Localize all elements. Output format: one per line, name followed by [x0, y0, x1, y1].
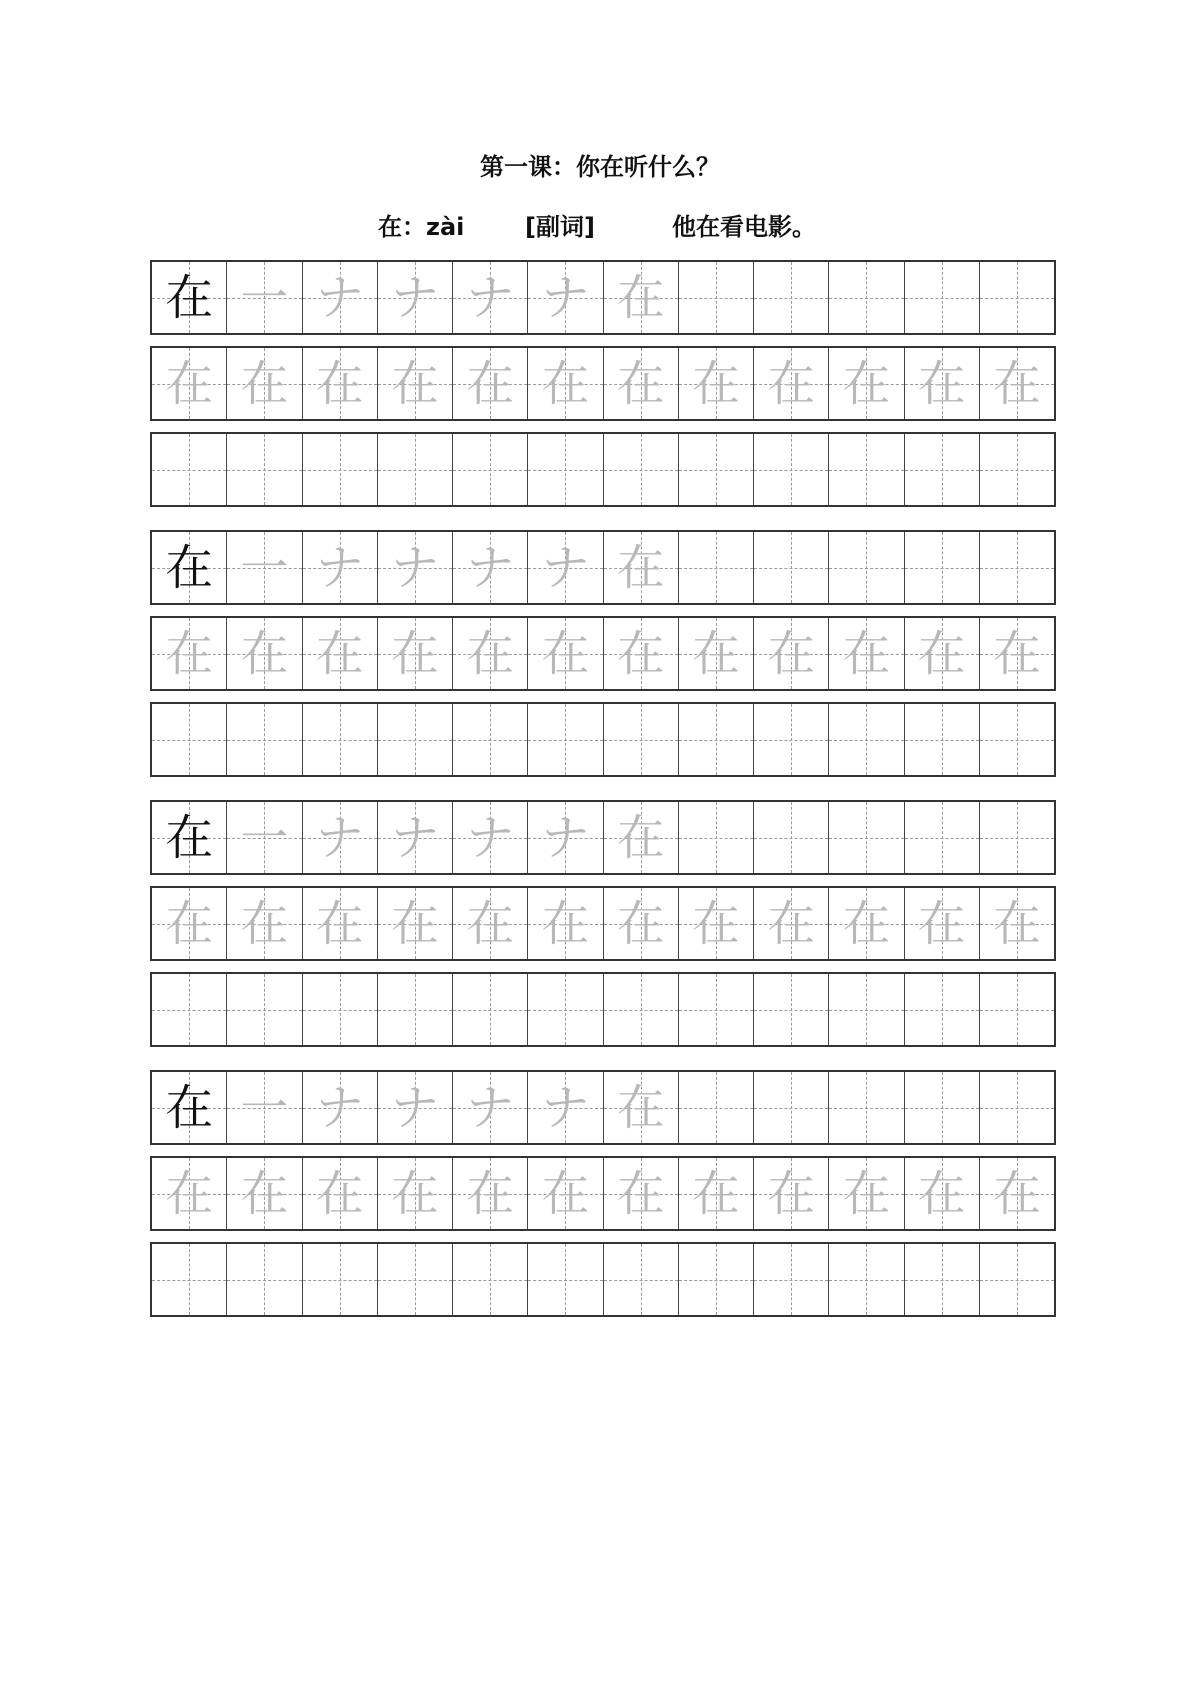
grid-cell[interactable] [227, 262, 302, 333]
trace-character: 在 [165, 1165, 214, 1222]
grid-cell[interactable] [604, 532, 679, 603]
grid-cell[interactable] [905, 262, 980, 333]
blank-practice-row [150, 432, 1056, 507]
blank-practice-row [150, 1242, 1056, 1317]
trace-character: 在 [165, 625, 214, 682]
blank-practice-row [150, 702, 1056, 777]
grid-cell[interactable] [754, 888, 829, 959]
trace-character: 在 [390, 1165, 439, 1222]
trace-character: 在 [466, 355, 515, 412]
trace-character: 在 [842, 625, 891, 682]
grid-cell[interactable] [679, 1244, 754, 1315]
grid-cell[interactable] [905, 1244, 980, 1315]
grid-cell[interactable] [378, 532, 453, 603]
grid-cell[interactable] [905, 618, 980, 689]
grid-cell[interactable] [905, 1158, 980, 1229]
grid-cell[interactable] [980, 434, 1054, 505]
grid-cell[interactable] [679, 1158, 754, 1229]
stroke-step: ナ [466, 539, 515, 596]
grid-cell[interactable] [604, 888, 679, 959]
grid-cell[interactable] [152, 974, 227, 1045]
trace-character: 在 [767, 895, 816, 952]
grid-cell[interactable] [378, 888, 453, 959]
grid-cell[interactable] [679, 348, 754, 419]
grid-cell[interactable] [453, 348, 528, 419]
grid-cell[interactable] [303, 618, 378, 689]
trace-character: 在 [466, 625, 515, 682]
trace-character: 在 [541, 895, 590, 952]
grid-cell[interactable] [754, 434, 829, 505]
grid-cell[interactable] [303, 262, 378, 333]
grid-cell[interactable] [604, 348, 679, 419]
grid-cell[interactable] [528, 262, 603, 333]
grid-cell[interactable] [227, 1158, 302, 1229]
grid-cell[interactable] [378, 262, 453, 333]
trace-character: 在 [240, 355, 289, 412]
grid-cell[interactable] [679, 888, 754, 959]
grid-cell[interactable] [453, 262, 528, 333]
trace-character: 在 [691, 1165, 740, 1222]
trace-character: 在 [390, 355, 439, 412]
grid-cell[interactable] [227, 704, 302, 775]
model-character: 在 [165, 269, 214, 326]
grid-cell[interactable] [453, 618, 528, 689]
grid-cell[interactable] [980, 532, 1054, 603]
grid-cell[interactable] [905, 888, 980, 959]
trace-character: 在 [616, 1165, 665, 1222]
trace-character: 在 [691, 625, 740, 682]
grid-cell[interactable] [604, 434, 679, 505]
practice-block-4 [150, 1070, 1056, 1328]
grid-cell[interactable] [604, 802, 679, 873]
grid-cell[interactable] [528, 1158, 603, 1229]
grid-cell[interactable] [453, 974, 528, 1045]
grid-cell[interactable] [528, 802, 603, 873]
grid-cell[interactable] [528, 618, 603, 689]
practice-block-3 [150, 800, 1056, 1058]
model-character: 在 [165, 809, 214, 866]
trace-character: 在 [992, 355, 1041, 412]
grid-cell[interactable] [604, 1244, 679, 1315]
trace-character: 在 [466, 895, 515, 952]
grid-cell[interactable] [980, 704, 1054, 775]
grid-cell[interactable] [453, 802, 528, 873]
grid-cell[interactable] [528, 974, 603, 1045]
stroke-step: 在 [616, 269, 665, 326]
grid-cell[interactable] [679, 704, 754, 775]
grid-cell[interactable] [829, 262, 904, 333]
trace-character: 在 [165, 355, 214, 412]
trace-character: 在 [240, 895, 289, 952]
grid-cell[interactable] [528, 532, 603, 603]
grid-cell[interactable] [378, 704, 453, 775]
grid-cell[interactable] [227, 532, 302, 603]
grid-cell[interactable] [604, 262, 679, 333]
grid-cell[interactable] [152, 1244, 227, 1315]
stroke-step: 一 [240, 269, 289, 326]
stroke-step: ナ [466, 809, 515, 866]
word-pinyin: 在：zài [378, 213, 465, 241]
stroke-step: ナ [315, 269, 364, 326]
grid-cell[interactable] [453, 434, 528, 505]
grid-cell[interactable] [754, 974, 829, 1045]
grid-cell[interactable] [604, 1158, 679, 1229]
trace-character: 在 [315, 625, 364, 682]
trace-row [150, 616, 1056, 691]
grid-cell[interactable] [829, 434, 904, 505]
stroke-order-row [150, 1070, 1056, 1145]
grid-cell[interactable] [528, 348, 603, 419]
stroke-step: 在 [616, 809, 665, 866]
grid-cell[interactable] [378, 434, 453, 505]
stroke-step: ナ [390, 539, 439, 596]
grid-cell[interactable] [679, 532, 754, 603]
grid-cell[interactable] [754, 1072, 829, 1143]
grid-cell[interactable] [453, 704, 528, 775]
trace-character: 在 [390, 895, 439, 952]
grid-cell[interactable] [303, 704, 378, 775]
stroke-step: ナ [541, 539, 590, 596]
trace-character: 在 [917, 625, 966, 682]
trace-character: 在 [390, 625, 439, 682]
trace-character: 在 [842, 355, 891, 412]
trace-character: 在 [315, 355, 364, 412]
grid-cell[interactable] [829, 532, 904, 603]
trace-character: 在 [917, 355, 966, 412]
grid-cell[interactable] [905, 802, 980, 873]
grid-cell[interactable] [303, 802, 378, 873]
trace-character: 在 [315, 1165, 364, 1222]
trace-character: 在 [240, 625, 289, 682]
grid-cell[interactable] [829, 1244, 904, 1315]
trace-character: 在 [315, 895, 364, 952]
grid-cell[interactable] [227, 1072, 302, 1143]
trace-character: 在 [767, 625, 816, 682]
grid-cell[interactable] [152, 704, 227, 775]
worksheet-title: 第一课：你在听什么？ [480, 153, 720, 181]
grid-cell[interactable] [528, 1072, 603, 1143]
grid-cell[interactable] [829, 888, 904, 959]
stroke-order-row [150, 260, 1056, 335]
example-sentence: 他在看电影。 [672, 213, 816, 241]
trace-character: 在 [240, 1165, 289, 1222]
grid-cell[interactable] [528, 1244, 603, 1315]
trace-character: 在 [616, 355, 665, 412]
trace-character: 在 [992, 895, 1041, 952]
grid-cell[interactable] [152, 532, 227, 603]
stroke-step: 一 [240, 809, 289, 866]
stroke-step: ナ [541, 1079, 590, 1136]
grid-cell[interactable] [152, 1072, 227, 1143]
grid-cell[interactable] [679, 262, 754, 333]
trace-character: 在 [842, 1165, 891, 1222]
grid-cell[interactable] [980, 1072, 1054, 1143]
grid-cell[interactable] [604, 618, 679, 689]
grid-cell[interactable] [679, 434, 754, 505]
grid-cell[interactable] [905, 1072, 980, 1143]
grid-cell[interactable] [152, 434, 227, 505]
grid-cell[interactable] [980, 1244, 1054, 1315]
word-info-line [0, 207, 1200, 243]
trace-character: 在 [541, 625, 590, 682]
grid-cell[interactable] [227, 974, 302, 1045]
grid-cell[interactable] [604, 704, 679, 775]
stroke-step: ナ [390, 809, 439, 866]
grid-cell[interactable] [227, 618, 302, 689]
grid-cell[interactable] [980, 262, 1054, 333]
stroke-step: ナ [390, 269, 439, 326]
grid-cell[interactable] [905, 434, 980, 505]
grid-cell[interactable] [754, 262, 829, 333]
grid-cell[interactable] [378, 1158, 453, 1229]
grid-cell[interactable] [905, 532, 980, 603]
grid-cell[interactable] [980, 348, 1054, 419]
grid-cell[interactable] [829, 348, 904, 419]
trace-character: 在 [466, 1165, 515, 1222]
grid-cell[interactable] [453, 1072, 528, 1143]
stroke-step: ナ [390, 1079, 439, 1136]
stroke-step: ナ [466, 269, 515, 326]
grid-cell[interactable] [754, 802, 829, 873]
grid-cell[interactable] [152, 348, 227, 419]
stroke-step: ナ [466, 1079, 515, 1136]
grid-cell[interactable] [829, 618, 904, 689]
grid-cell[interactable] [378, 974, 453, 1045]
grid-cell[interactable] [378, 802, 453, 873]
grid-cell[interactable] [303, 888, 378, 959]
grid-cell[interactable] [152, 262, 227, 333]
grid-cell[interactable] [227, 348, 302, 419]
grid-cell[interactable] [754, 532, 829, 603]
grid-cell[interactable] [829, 704, 904, 775]
model-character: 在 [165, 539, 214, 596]
grid-cell[interactable] [303, 1072, 378, 1143]
stroke-step: 在 [616, 1079, 665, 1136]
grid-cell[interactable] [754, 348, 829, 419]
stroke-step: ナ [315, 539, 364, 596]
grid-cell[interactable] [604, 1072, 679, 1143]
grid-cell[interactable] [829, 974, 904, 1045]
trace-character: 在 [616, 895, 665, 952]
part-of-speech: [副词] [525, 213, 595, 241]
practice-block-2 [150, 530, 1056, 788]
grid-cell[interactable] [303, 1158, 378, 1229]
stroke-order-row [150, 530, 1056, 605]
trace-character: 在 [616, 625, 665, 682]
trace-character: 在 [917, 1165, 966, 1222]
grid-cell[interactable] [679, 974, 754, 1045]
grid-cell[interactable] [378, 1244, 453, 1315]
trace-character: 在 [917, 895, 966, 952]
grid-cell[interactable] [303, 348, 378, 419]
grid-cell[interactable] [453, 1158, 528, 1229]
stroke-step: ナ [541, 269, 590, 326]
grid-cell[interactable] [980, 618, 1054, 689]
grid-cell[interactable] [528, 704, 603, 775]
grid-cell[interactable] [378, 348, 453, 419]
grid-cell[interactable] [152, 888, 227, 959]
trace-character: 在 [541, 355, 590, 412]
trace-character: 在 [691, 355, 740, 412]
grid-cell[interactable] [152, 802, 227, 873]
stroke-step: 一 [240, 539, 289, 596]
grid-cell[interactable] [528, 434, 603, 505]
grid-cell[interactable] [980, 888, 1054, 959]
stroke-step: ナ [315, 809, 364, 866]
trace-character: 在 [842, 895, 891, 952]
grid-cell[interactable] [227, 1244, 302, 1315]
grid-cell[interactable] [754, 704, 829, 775]
grid-cell[interactable] [980, 802, 1054, 873]
grid-cell[interactable] [227, 888, 302, 959]
grid-cell[interactable] [378, 1072, 453, 1143]
grid-cell[interactable] [980, 974, 1054, 1045]
grid-cell[interactable] [905, 704, 980, 775]
stroke-order-row [150, 800, 1056, 875]
grid-cell[interactable] [303, 434, 378, 505]
stroke-step: ナ [315, 1079, 364, 1136]
grid-cell[interactable] [152, 618, 227, 689]
model-character: 在 [165, 1079, 214, 1136]
grid-cell[interactable] [679, 802, 754, 873]
blank-practice-row [150, 972, 1056, 1047]
stroke-step: ナ [541, 809, 590, 866]
grid-cell[interactable] [528, 888, 603, 959]
trace-character: 在 [767, 1165, 816, 1222]
grid-cell[interactable] [453, 1244, 528, 1315]
trace-character: 在 [992, 1165, 1041, 1222]
grid-cell[interactable] [453, 532, 528, 603]
trace-character: 在 [165, 895, 214, 952]
grid-cell[interactable] [754, 1158, 829, 1229]
trace-row [150, 886, 1056, 961]
grid-cell[interactable] [829, 1072, 904, 1143]
grid-cell[interactable] [754, 618, 829, 689]
trace-character: 在 [767, 355, 816, 412]
grid-cell[interactable] [303, 532, 378, 603]
grid-cell[interactable] [378, 618, 453, 689]
grid-cell[interactable] [980, 1158, 1054, 1229]
grid-cell[interactable] [604, 974, 679, 1045]
practice-block-1 [150, 260, 1056, 518]
grid-cell[interactable] [829, 1158, 904, 1229]
grid-cell[interactable] [905, 974, 980, 1045]
grid-cell[interactable] [303, 1244, 378, 1315]
grid-cell[interactable] [152, 1158, 227, 1229]
grid-cell[interactable] [227, 434, 302, 505]
grid-cell[interactable] [679, 1072, 754, 1143]
grid-cell[interactable] [227, 802, 302, 873]
trace-row [150, 1156, 1056, 1231]
trace-row [150, 346, 1056, 421]
trace-character: 在 [691, 895, 740, 952]
stroke-step: 一 [240, 1079, 289, 1136]
trace-character: 在 [541, 1165, 590, 1222]
stroke-step: 在 [616, 539, 665, 596]
trace-character: 在 [992, 625, 1041, 682]
grid-cell[interactable] [679, 618, 754, 689]
grid-cell[interactable] [453, 888, 528, 959]
grid-cell[interactable] [754, 1244, 829, 1315]
grid-cell[interactable] [829, 802, 904, 873]
grid-cell[interactable] [905, 348, 980, 419]
grid-cell[interactable] [303, 974, 378, 1045]
